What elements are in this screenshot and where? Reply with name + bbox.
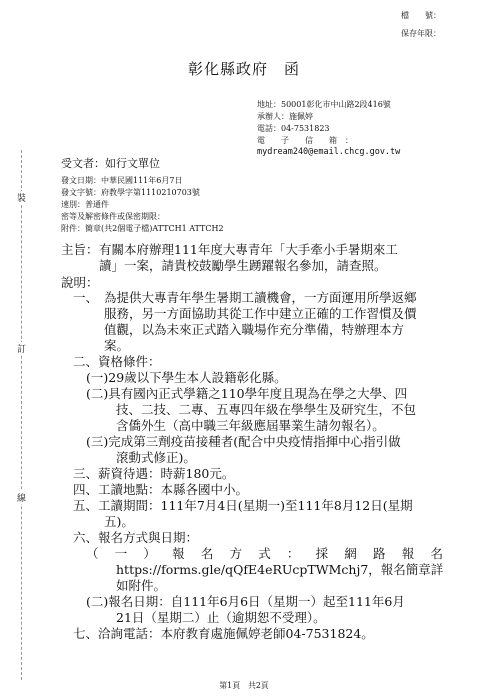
item-6-sub-1-line-3: 如附件。 [116,578,167,593]
file-number-label: 檔 號： [401,11,441,20]
item-2-sub-2-line-3: 含僑外生（高中職三年級應屆畢業生請勿報名）。 [116,418,385,433]
item-2-sub-1: (一)29歲以下學生本人設籍彰化縣。 [86,370,287,385]
sender-contact: 承辦人：施佩婷 [257,112,313,121]
secrecy-level: 密等及解密條件或保密期限： [61,212,165,221]
explanation-label: 說明： [61,275,99,290]
retention-period-label: 保存年限： [401,29,441,38]
sender-email: mydream240@email.chcg.gov.tw [257,147,401,157]
item-5-line-2: 五)。 [104,514,134,529]
item-5-line-1: 五、工讀期間：111年7月4日(星期一)至111年8月12日(星期 [73,498,413,513]
item-2-heading: 二、資格條件： [73,354,161,369]
item-1-number: 一、 [73,290,99,305]
item-2-sub-3-line-2: 滾動式修正)。 [116,450,196,465]
item-1-line-2: 服務，另一方面協助其從工作中建立正確的工作習慣及價 [104,306,417,321]
issue-date: 發文日期：中華民國111年6月7日 [61,176,183,185]
subject-line-2: 讀」一案，請貴校鼓勵學生踴躍報名參加，請查照。 [99,258,387,273]
item-1-line-4: 案。 [104,338,130,353]
recipient: 受文者：如行文單位 [61,157,160,170]
document-number: 發文字號：府教學字第1110210703號 [61,188,200,197]
sender-email-label: 電 子 信 箱 ： [257,136,353,145]
attachment-link[interactable]: 附件：簡章(共2個電子檔)ATTCH1 ATTCH2 [61,224,224,233]
subject-line-1: 有關本府辦理111年度大專青年「大手牽小手暑期來工 [99,242,398,257]
item-4-location: 四、工讀地點：本縣各國中小。 [73,482,249,497]
document-title: 彰化縣政府 函 [188,60,301,78]
registration-form-link[interactable]: https://forms.gle/qQfE4eRUcpTWMchj7，報名簡章詳 [116,562,444,577]
binding-mark-xian: 線 [17,491,26,504]
binding-mark-zhuang: 裝 [17,191,26,204]
item-2-sub-3-line-1: (三)完成第三劑疫苗接種者(配合中央疫情指揮中心指引做 [86,434,401,449]
item-6-sub-2-line-2: 21日（星期二）止（逾期恕不受理）。 [116,610,326,625]
item-7-contact-phone: 七、洽詢電話：本府教育處施佩婷老師04-7531824。 [73,626,374,641]
item-6-heading: 六、報名方式與日期： [73,530,199,545]
item-2-sub-2-line-2: 技、二技、二專、五專四年級在學學生及研究生，不包 [116,402,417,417]
page-number: 第1頁 共2頁 [219,681,269,690]
item-1-line-1: 為提供大專青年學生暑期工讀機會，一方面運用所學返鄉 [104,290,417,305]
sender-phone: 電話：04-7531823 [257,124,330,133]
sender-address: 地址：50001彰化市中山路2段416號 [257,100,391,109]
item-6-sub-1-line-1: （ 一 ） 報 名 方 式 ： 採 網 路 報 名 [86,546,443,561]
item-6-sub-2-line-1: (二)報名日期：自111年6月6日（星期一）起至111年6月 [86,594,405,609]
binding-line [21,150,22,680]
binding-mark-ding: 訂 [17,342,26,355]
subject-label: 主旨： [61,242,99,257]
item-3-salary: 三、薪資待遇：時薪180元。 [73,466,235,481]
delivery-speed: 速別：普通件 [61,200,109,209]
item-1-line-3: 值觀，以為未來正式踏入職場作充分準備，特辦理本方 [104,322,405,337]
item-2-sub-2-line-1: (二)具有國內正式學籍之110學年度且現為在學之大學、四 [86,386,408,401]
